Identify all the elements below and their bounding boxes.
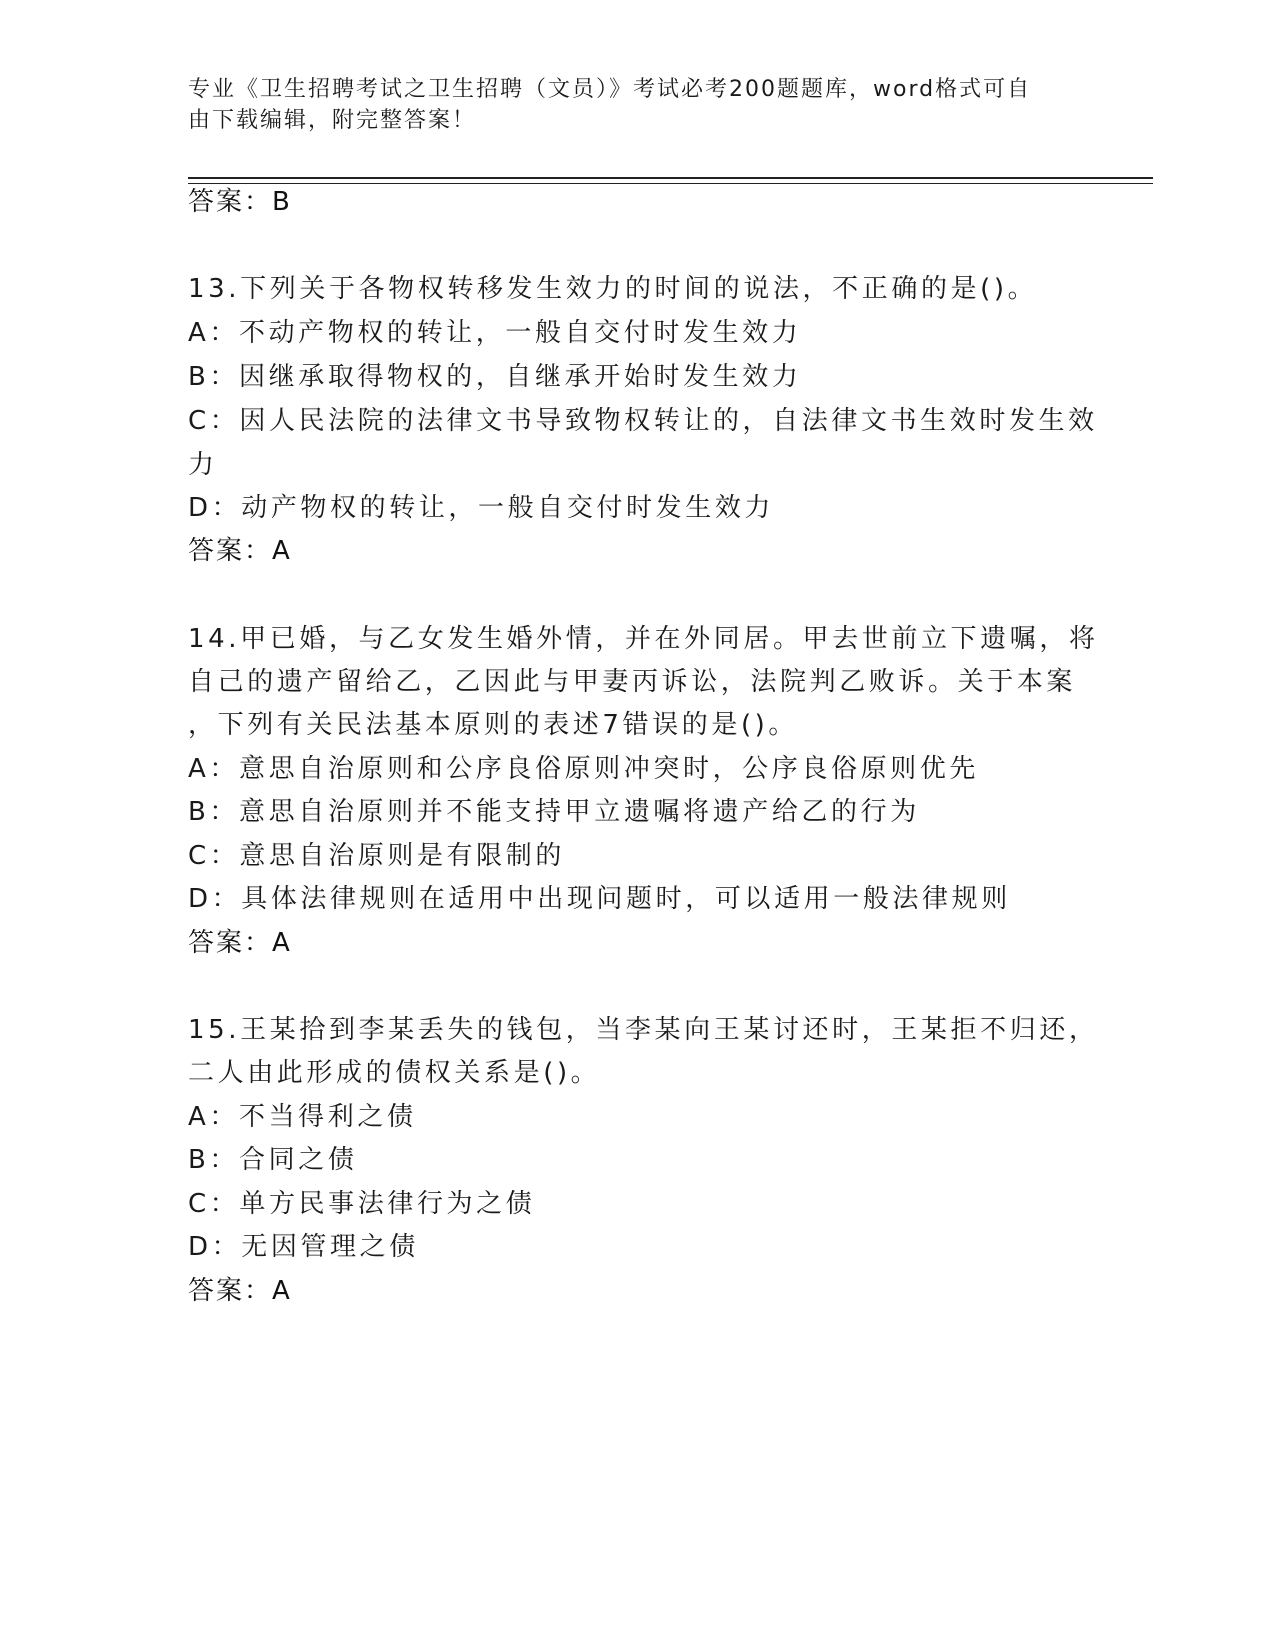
question-15-stem-1: 15.王某拾到李某丢失的钱包，当李某向王某讨还时，王某拒不归还， [188,1015,1099,1045]
question-15-answer: 答案：A [188,1276,292,1306]
question-14-stem-3: ，下列有关民法基本原则的表述7错误的是()。 [188,710,799,740]
header-line-1: 专业《卫生招聘考试之卫生招聘（文员）》考试必考200题题库，word格式可自 [188,77,1032,102]
question-15-option-a: A：不当得利之债 [188,1102,417,1132]
question-14-option-d: D：具体法律规则在适用中出现问题时，可以适用一般法律规则 [188,884,1011,914]
question-13-answer: 答案：A [188,536,292,566]
question-13-option-c: C：因人民法院的法律文书导致物权转让的，自法律文书生效时发生效 [188,406,1098,436]
question-13-option-c-cont: 力 [188,450,218,480]
question-14-option-a: A：意思自治原则和公序良俗原则冲突时，公序良俗原则优先 [188,754,979,784]
question-13-option-d: D：动产物权的转让，一般自交付时发生效力 [188,493,775,523]
question-14-stem-1: 14.甲已婚，与乙女发生婚外情，并在外同居。甲去世前立下遗嘱，将 [188,624,1099,654]
question-14-option-b: B：意思自治原则并不能支持甲立遗嘱将遗产给乙的行为 [188,797,920,827]
header-rule-thin [188,183,1153,184]
header-rule-thick [188,177,1153,179]
document-header [188,74,1068,136]
question-14-stem-2: 自己的遗产留给乙，乙因此与甲妻丙诉讼，法院判乙败诉。关于本案 [188,667,1077,697]
question-14-answer: 答案：A [188,928,292,958]
question-13-option-a: A：不动产物权的转让，一般自交付时发生效力 [188,318,802,348]
header-line-2: 由下载编辑，附完整答案！ [188,108,477,133]
question-15-option-d: D：无因管理之债 [188,1232,419,1262]
question-13-option-b: B：因继承取得物权的，自继承开始时发生效力 [188,362,802,392]
question-14-option-c: C：意思自治原则是有限制的 [188,841,565,871]
question-15-option-b: B：合同之债 [188,1145,358,1175]
previous-answer: 答案：B [188,187,292,217]
question-15-option-c: C：单方民事法律行为之债 [188,1189,536,1219]
question-15-stem-2: 二人由此形成的债权关系是()。 [188,1058,601,1088]
question-13-stem: 13.下列关于各物权转移发生效力的时间的说法，不正确的是()。 [188,274,1038,304]
